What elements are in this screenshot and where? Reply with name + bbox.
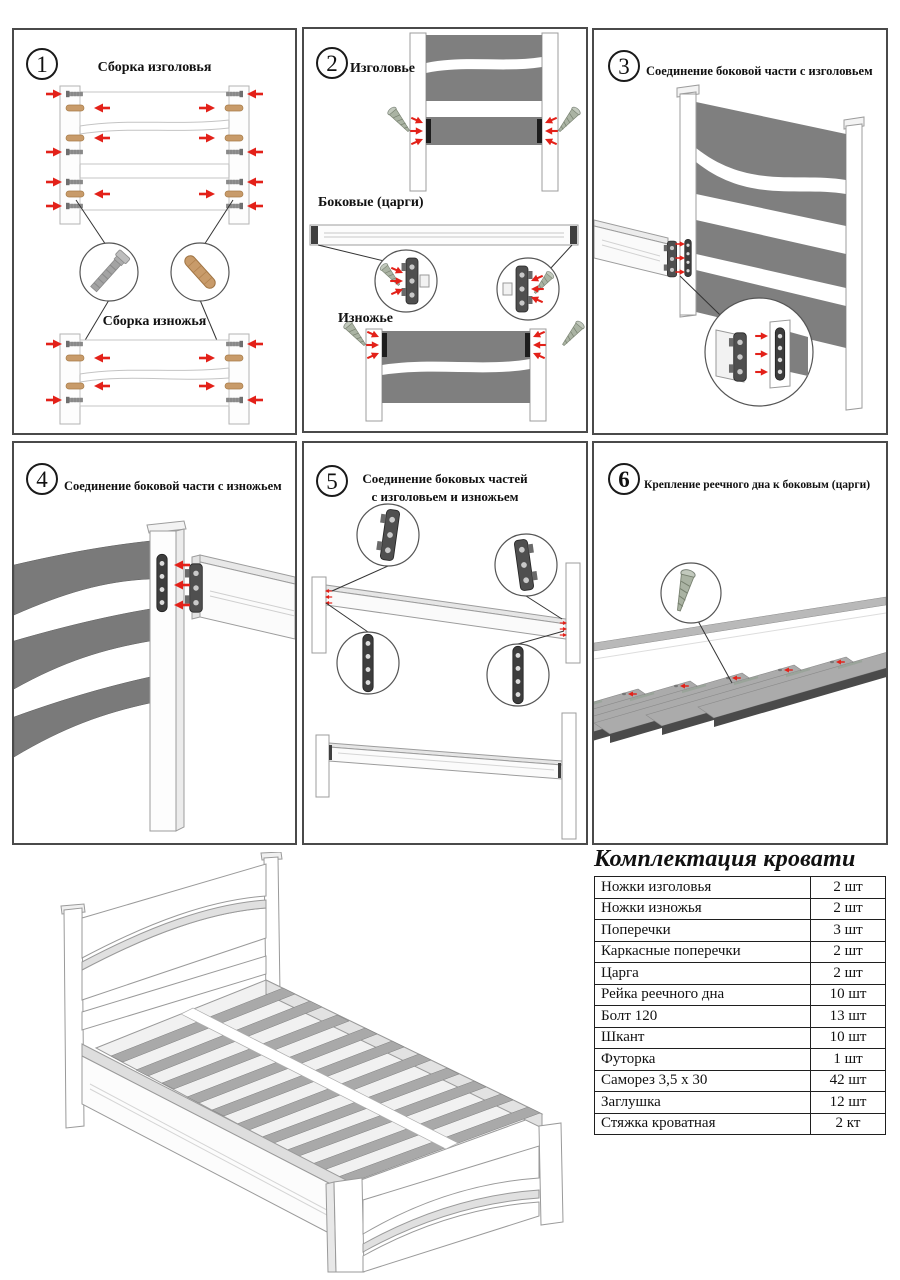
slats-fastening-diagram	[594, 443, 886, 843]
bracket-icon	[558, 763, 561, 778]
headboard-label: Изголовье	[350, 61, 416, 76]
side-rails-label: Боковые (царги)	[318, 195, 424, 210]
part-qty: 1 шт	[811, 1049, 886, 1071]
part-name: Рейка реечного дна	[595, 984, 811, 1006]
table-row	[595, 920, 886, 942]
rail-to-footboard-diagram	[14, 443, 295, 843]
slot-plate-icon	[685, 239, 692, 277]
table-row	[595, 941, 886, 963]
dowel-icon	[66, 135, 84, 141]
side-rail-edge	[594, 597, 886, 651]
part-qty: 2 шт	[811, 963, 886, 985]
part-name: Каркасные поперечки	[595, 941, 811, 963]
slot-plate-icon	[157, 554, 167, 612]
part-qty: 2 шт	[811, 877, 886, 899]
slot-plate-icon	[513, 646, 523, 704]
part-qty: 42 шт	[811, 1070, 886, 1092]
step-panel-1	[12, 28, 297, 435]
headboard-front-view	[386, 33, 581, 191]
step-title: Сборка изголовья	[97, 60, 212, 75]
footboard-label: Изножье	[338, 311, 394, 326]
step-number: 5	[316, 465, 348, 497]
table-row	[595, 984, 886, 1006]
table-row	[595, 1027, 886, 1049]
step-number: 6	[608, 463, 640, 495]
dowel-icon	[66, 191, 84, 197]
screw-icon	[559, 320, 585, 348]
footboard-boards-3d	[14, 541, 150, 757]
bracket-icon	[329, 745, 332, 760]
step-panel-3	[592, 28, 888, 435]
dowel-icon	[66, 105, 84, 111]
part-qty: 10 шт	[811, 984, 886, 1006]
table-row	[595, 877, 886, 899]
footboard-front-view	[342, 320, 585, 421]
part-qty: 2 кт	[811, 1113, 886, 1135]
part-qty: 3 шт	[811, 920, 886, 942]
part-name: Заглушка	[595, 1092, 811, 1114]
part-name: Шкант	[595, 1027, 811, 1049]
step-panel-5	[302, 441, 588, 845]
slot-plate-icon	[363, 634, 373, 692]
side-rail-3d	[594, 220, 691, 277]
step-title-line2: с изголовьем и изножьем	[371, 489, 519, 504]
table-row	[595, 1113, 886, 1135]
table-row	[595, 898, 886, 920]
step-panel-2	[302, 27, 588, 433]
table-row	[595, 1092, 886, 1114]
bracket-icon	[570, 226, 577, 244]
part-name: Царга	[595, 963, 811, 985]
part-name: Ножки изножья	[595, 898, 811, 920]
slot-plate-icon	[775, 328, 784, 381]
footboard-assembly-label: Сборка изножья	[102, 314, 207, 329]
screw-icon	[386, 106, 412, 134]
rail-to-headboard-diagram	[594, 30, 886, 433]
part-name: Болт 120	[595, 1006, 811, 1028]
part-qty: 2 шт	[811, 941, 886, 963]
step-number: 3	[608, 50, 640, 82]
table-row	[595, 1006, 886, 1028]
screw-icon	[555, 106, 581, 134]
step-panel-4	[12, 441, 297, 845]
bracket-icon	[311, 226, 318, 244]
table-row	[595, 963, 886, 985]
table-row	[595, 1049, 886, 1071]
parts-list	[594, 846, 886, 1135]
step-number: 4	[26, 463, 58, 495]
side-rail-3d	[185, 555, 295, 639]
part-name: Футорка	[595, 1049, 811, 1071]
slats	[594, 649, 886, 767]
step-number: 2	[316, 47, 348, 79]
step-panel-6	[592, 441, 888, 845]
parts-front-views-diagram	[304, 29, 586, 431]
step-title: Крепление реечного дна к боковым (царги)	[644, 479, 871, 491]
assembled-bed-drawing	[20, 852, 585, 1277]
part-qty: 13 шт	[811, 1006, 886, 1028]
part-qty: 10 шт	[811, 1027, 886, 1049]
step-title-line1: Соединение боковых частей	[362, 471, 528, 486]
footboard-boards	[80, 340, 229, 406]
table-row	[595, 1070, 886, 1092]
part-name: Поперечки	[595, 920, 811, 942]
step-title: Соединение боковой части с изголовьем	[646, 64, 873, 78]
headboard-footboard-assembly-diagram	[14, 82, 295, 432]
part-qty: 12 шт	[811, 1092, 886, 1114]
parts-table	[594, 876, 886, 1135]
assembled-rail-frame	[316, 713, 576, 839]
part-name: Саморез 3,5 х 30	[595, 1070, 811, 1092]
step-number: 1	[26, 48, 58, 80]
part-name: Стяжка кроватная	[595, 1113, 811, 1135]
part-qty: 2 шт	[811, 898, 886, 920]
parts-list-title: Комплектация кровати	[594, 846, 856, 872]
step-title: Соединение боковой части с изножьем	[64, 479, 282, 493]
part-name: Ножки изголовья	[595, 877, 811, 899]
